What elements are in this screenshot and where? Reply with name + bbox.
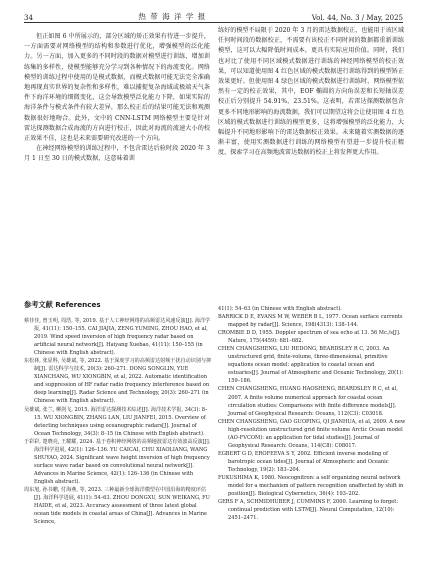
reference-entry: 吴雄斌, 张兰, 柳剑飞, 2015. 海洋雷达探测技术综述[J]. 海洋技术学报, 34(3): 8–15. WU XIONGBIN, ZHANG LAN, LIU JIANFEI, 2015. Overview of detecting techniques using oceanographic radars[J]. Journal of Ocean Technology, 34(3): 8–15 (in Chinese with English abstract). <box>24 406 208 437</box>
header-rule <box>24 22 403 23</box>
body-paragraph: 但正如图 6 中所展示的，部分区域的矫正效果有待进一步提升，一方面需要对网络模型的结构和参数进行优化，增强模型的泛化能力。另一方面，加入更多的不同时段的数据对模型进行训练，增加训练集的多样性，使模型能够充分学习到各种情况下的海流变化。网络模型的训练过程中使用的是模式数据，而模式数据可能无法完全准确地再现真实世界的复杂性和多样性，难以捕捉复杂海域或极端天气条件下海洋环境的细微变化，这会导致模型泛化能力下降，如果实际的海洋条件与模式条件有较大差异，那么校正后的结果可能无法和观测数据很好地吻合。此外，文中的 CNN-LSTM 网络模型主要是针对雷达探测数据合成海流的方向进行校正，因此对海流的流速大小的校正效果不佳，这也是未来需要研究改进的一个方向。 <box>24 33 210 143</box>
reference-entry: CROMBIE D D, 1955. Doppler spectrum of sea echo at 13. 56 Mc./s[J]. Nature, 175(4459): 681–682. <box>218 330 401 345</box>
reference-entry: 蔡佳佳, 曾玉明, 周浩, 等, 2019. 基于人工神经网络的高频雷达风速反演[J]. 海洋学报, 41(11): 150–155. CAI JIAJIA, ZENG YUMING, ZHOU HAO, et al, 2019. Wind speed inversion of high frequency radar based on artificial neural network[J]. Haiyang Xuebao, 41(11): 150–155 (in Chinese with English abstract). <box>24 318 211 357</box>
reference-entry: BARRICK D E, EVANS M W, WEBER B L, 1977. Ocean surface currents mapped by radar[J]. Science, 198(4313): 138–144. <box>218 314 403 329</box>
reference-entry: 周东旭, 孙书鹏, 付海燕, 等, 2023. 三种最新全球海洋模型在中国沿海的精度评估[J]. 海洋科学进展, 41(1): 54–63. ZHOU DONGXU, SUN WEIKANG, FU HAIDE, et al, 2023. Accuracy assessment of three latest global ocean tide models in coastal areas of China[J]. Advances in Marine Science, <box>24 486 210 526</box>
reference-entry: EGBERT G D, EROFEEVA S Y, 2002. Efficient inverse modeling of barotropic ocean tides[J]. Journal of Atmospheric and Oceanic Technology, 19(2): 183–204. <box>218 450 389 473</box>
journal-title: 热 带 海 洋 学 报 <box>138 12 207 21</box>
reference-entry: GERS F A, SCHMIDHUBER J, CUMMINS F, 2000. Learning to forget: continual prediction with LSTM[J]. Neural Computation, 12(10): 2451–2471. <box>218 499 399 522</box>
body-left-column <box>24 32 210 165</box>
reference-entry: CHEN CHANGSHENG, LIU HEDONG, BEARDSLEY R C, 2003. An unstructured grid, finite-volume, three-dimensional, primitive equations ocean model: application to coastal ocean and estuaries[J]. Journal of Atmospheric and Oceanic Technology, 20(1): 159–186. <box>218 346 404 385</box>
page-number: 34 <box>24 14 33 22</box>
references-left-column <box>24 317 212 526</box>
references-right-column <box>218 305 406 522</box>
body-paragraph: 练好的模型不局限于 2020 年 3 月的雷达数据校正，也能用于该区域任何时间段的数据校正，不需要有该校正不同时间的数据都重新训练模型，这可以大幅降低时间成本，更具有实际应用价值。同时，我们也对比了使用不同区域模式数据进行训练的神经网络模型的校正效果，可以知道使用图 4 红色区域的模式数据进行训练得到的模型矫正效果更好。但使用图 4 绿色区域的模式数据进行训练时，网络模型依然有一定的校正效果，其中，EOF 椭圆的方向角误差和长短轴误差校正后分别提升 54.91%、23.51%。这表明，若雷达探测数据包含更多不同地形影响的海流数据，我们可以期望这将会让使用图 4 红色区域的模式数据进行训练的模型更多，这将增强模型的泛化能力，大幅提升不同地形影响下的雷达数据校正效果。未来随着实测数据的逐渐丰富，使用实测数据进行训练的网络模型有望进一步提升校正精度，探索学习在高频地波雷达数据的校正上将发挥更大作用。 <box>218 27 404 157</box>
body-paragraph: 在神经网络模型的训练过程中，不包含雷达后验时段 2020 年 3 月 1 日至 30 日的模式数据，这意味着训 <box>24 145 210 163</box>
reference-entry: CHEN CHANGSHENG, HUANG HAOSHENG, BEARDSLEY R C, et al, 2007. A finite volume numerical approach for coastal ocean circulation studies: Comparisons with finite difference models[J]. Journal of Geophysical Research: Oceans, 112(C3): C03018. <box>218 386 398 417</box>
reference-entry: CHEN CHANGSHENG, GAO GUOPING, QI JIANHUA, et al, 2009. A new high-resolution unstructured grid finite volume Arctic Ocean model (AO-FVCOM): an application for tidal studies[J]. Journal of Geophysical Research: Oceans, 114(C8): C08017. <box>218 418 406 449</box>
running-header <box>24 8 403 22</box>
reference-entry: 于彩彩, 楚晓亮, 王耀耀, 2024. 基于卷积神经网络的高频地波雷达有效波高反演[J]. 海洋科学进展, 42(1): 126–136. YU CAICAI, CHU XIAOLIANG, WANG SHUYAO, 2024. Significant wave height inversion of high frequency surface wave radar based on convolutional neural network[J]. Advances in Marine Science, 42(1): 126–136 (in Chinese with English abstract). <box>24 438 211 485</box>
reference-entry: 东松林, 张显科, 吴雄斌, 等, 2022. 基于深度学习的高频雷达射频干扰自动识别与抑制[J]. 雷达科学与技术, 20(3): 260–271. DONG SONGLIN, YUE XIANCHANG, WU XIONGBIN, et al, 2022. Automatic identification and suppression of HF radar radio frequency interference based on deep learning[J]. Radar Science and Technology, 20(3): 260–271 (in Chinese with English abstract). <box>24 358 212 405</box>
references-heading: 参考文献 References <box>24 300 101 309</box>
reference-entry: FUKUSHIMA K, 1980. Neocognitron: a self organizing neural network model for a mechanism of pattern recognition unaffected by shift in position[J]. Biological Cybernetics, 36(4): 193–202. <box>218 474 404 498</box>
body-right-column <box>218 26 404 159</box>
volume-info: Vol. 44, No. 3 / May, 2025 <box>311 14 403 22</box>
reference-entry-continued: 41(1): 54–63 (in Chinese with English abstract). <box>218 306 342 312</box>
